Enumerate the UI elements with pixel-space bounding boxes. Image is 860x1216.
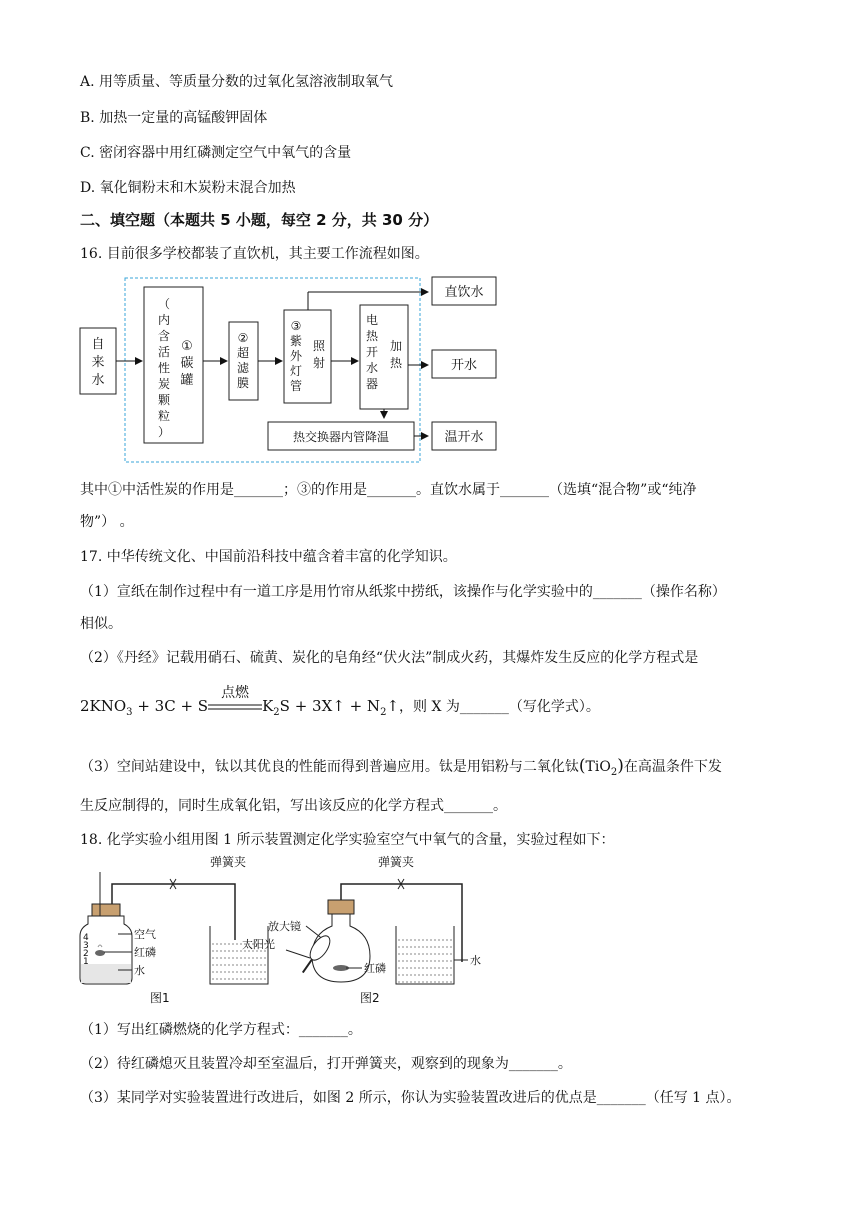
f1-p: 红磷	[134, 946, 156, 959]
q17-p3-line1: （3）空间站建设中，钛以其优良的性能而得到普遍应用。钛是用铝粉与二氧化钛(TiO$_2$)在高温条件下发	[80, 756, 722, 778]
g-heater-char: 器	[365, 377, 379, 391]
heater-text	[366, 312, 379, 391]
figure-1	[80, 854, 268, 1005]
t-exch: 热交换器内管降温	[292, 430, 390, 444]
g-uv-char: 灯	[289, 364, 303, 378]
g-ultra-char: ②	[237, 331, 249, 345]
carbon-tank-box	[144, 287, 203, 443]
f2-sun: 太阳光	[242, 938, 275, 951]
g-note-char: 活	[157, 345, 171, 359]
g-note-char: 内	[157, 313, 171, 327]
g-ultra-char: 超	[236, 346, 250, 360]
f2-mag: 放大镜	[268, 920, 301, 933]
g-note-char: （	[157, 297, 171, 311]
q18-p2: （2）待红磷熄灭且装置冷却至室温后，打开弹簧夹，观察到的现象为_______。	[80, 1056, 572, 1072]
g-irr-char: 照	[312, 339, 326, 353]
t-boiled: 开水	[450, 358, 478, 373]
option-d: D. 氧化铜粉末和木炭粉末混合加热	[80, 180, 296, 196]
option-c: C. 密闭容器中用红磷测定空气中氧气的含量	[80, 145, 352, 161]
g-uv-char: ③	[290, 319, 302, 333]
f1-clamp: 弹簧夹	[210, 855, 247, 869]
g-uv-char: 紫	[289, 334, 303, 348]
uv-text	[290, 319, 303, 393]
f1-cap: 图1	[150, 991, 170, 1005]
source-text	[91, 337, 104, 388]
g-note-char: 性	[157, 361, 171, 375]
g-ultra-char: 滤	[236, 361, 250, 375]
g-uv-char: 管	[289, 379, 303, 393]
g-note-char: ）	[157, 425, 171, 439]
option-a: A. 用等质量、等质量分数的过氧化氢溶液制取氧气	[80, 74, 394, 90]
q17-p1-line2: 相似。	[80, 616, 122, 632]
g-irr-char: 射	[312, 356, 326, 370]
g-heater-char: 水	[365, 361, 379, 375]
t-src0: 自	[91, 337, 105, 352]
section-title: 二、填空题（本题共 5 小题，每空 2 分，共 30 分）	[80, 211, 439, 229]
q18-stem: 18. 化学实验小组用图 1 所示装置测定化学实验室空气中氧气的含量，实验过程如下：	[80, 832, 615, 848]
g-heat-char: 加	[389, 339, 403, 353]
ultrafilter-text	[237, 331, 250, 390]
carbon-note-text	[158, 297, 171, 439]
g-heater-char: 电	[365, 313, 379, 327]
oxygen-experiment-figures	[70, 852, 490, 1012]
f2-clamp: 弹簧夹	[378, 855, 415, 869]
g-note-char: 颗	[157, 393, 171, 407]
f1-water: 水	[134, 964, 145, 977]
water-dispenser-flow-diagram	[70, 270, 510, 470]
t-src1: 来	[91, 355, 105, 370]
condition-ignite: 点燃	[221, 685, 250, 701]
q17-p2-line1: （2）《丹经》记载用硝石、硫黄、炭化的皂角经“伏火法”制成火药，其爆炸发生反应的化学方程式是	[80, 650, 699, 666]
option-b: B. 加热一定量的高锰酸钾固体	[80, 110, 268, 126]
g-heat-char: 热	[389, 356, 403, 370]
q16-stem: 16. 目前很多学校都装了直饮机，其主要工作流程如图。	[80, 246, 429, 262]
f2-water: 水	[470, 954, 481, 967]
f1-air: 空气	[134, 928, 156, 941]
g-heater-char: 开	[365, 345, 379, 359]
carbon-text	[180, 339, 193, 388]
q17-stem: 17. 中华传统文化、中国前沿科技中蕴含着丰富的化学知识。	[80, 549, 457, 565]
f1-m1: 3	[83, 941, 89, 951]
q16-line2: 物”） 。	[80, 514, 134, 530]
q17-p3-line2: 生反应制得的，同时生成氧化铝，写出该反应的化学方程式_______。	[80, 798, 507, 814]
q18-p1: （1）写出红磷燃烧的化学方程式：_______。	[80, 1022, 362, 1038]
t-src2: 水	[91, 373, 105, 388]
gunpowder-equation: $2KNO_3 + 3C + S$ 点燃 $K_2S$ + 3X↑ + $N_2↑$，则 X 为_______（写化学式）。	[80, 696, 600, 718]
t-direct: 直饮水	[444, 285, 484, 300]
q17-p1-line1: （1）宣纸在制作过程中有一道工序是用竹帘从纸浆中捞纸，该操作与化学实验中的_______（操作名称）	[80, 584, 726, 600]
f1-m2: 2	[83, 949, 89, 959]
g-note-char: 炭	[157, 377, 171, 391]
q18-p3: （3）某同学对实验装置进行改进后，如图 2 所示，你认为实验装置改进后的优点是_______（任写 1 点）。	[80, 1090, 741, 1106]
g-carbon-char: 碳	[180, 356, 194, 371]
figure-2	[242, 854, 481, 1005]
q16-line1: 其中①中活性炭的作用是_______；③的作用是_______。直饮水属于_______（选填“混合物”或“纯净	[80, 482, 697, 498]
g-uv-char: 外	[289, 349, 303, 363]
f2-p: 红磷	[364, 962, 386, 975]
g-carbon-char: ①	[181, 339, 193, 354]
f2-cap: 图2	[360, 991, 380, 1005]
t-warm: 温开水	[444, 430, 484, 445]
g-ultra-char: 膜	[236, 376, 250, 390]
f1-m0: 4	[83, 933, 89, 943]
g-note-char: 含	[157, 329, 171, 343]
g-note-char: 粒	[157, 409, 171, 423]
g-heater-char: 热	[365, 329, 379, 343]
f1-m3: 1	[83, 957, 89, 967]
g-carbon-char: 罐	[180, 373, 194, 388]
